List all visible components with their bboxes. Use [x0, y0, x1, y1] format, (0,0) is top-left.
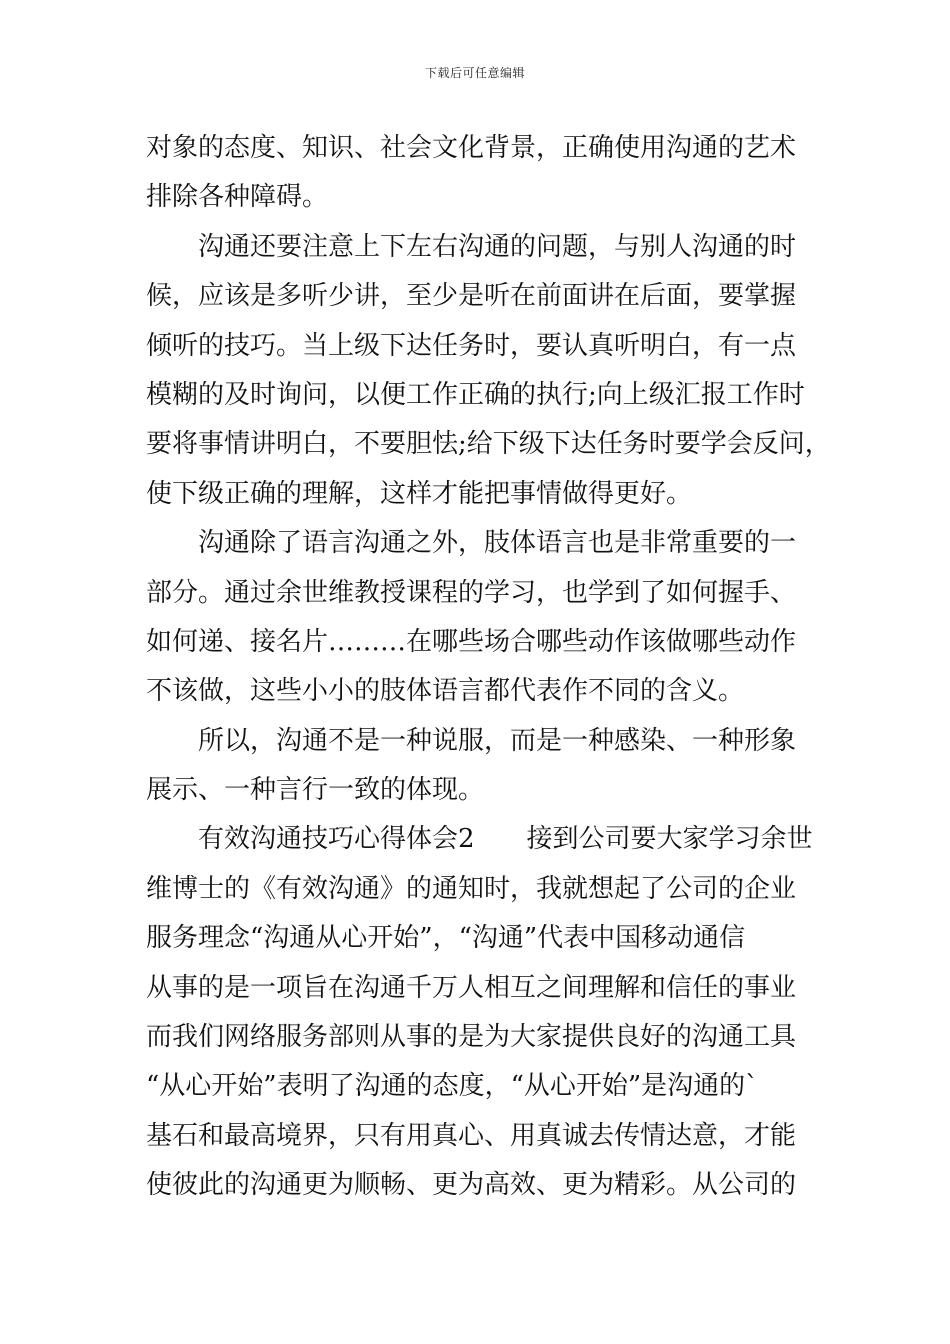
text-line: 展示、一种言行一致的体现。 — [146, 775, 485, 806]
text-line: 从事的是一项旨在沟通千万人相互之间理解和信任的事业 — [146, 972, 797, 1003]
text-line: 使彼此的沟通更为顺畅、更为高效、更为精彩。从公司的 — [146, 1170, 797, 1201]
section-title-line — [146, 815, 811, 864]
text-line: 沟通除了语言沟通之外，肢体语言也是非常重要的一 — [198, 528, 797, 559]
text-line: 使下级正确的理解，这样才能把事情做得更好。 — [146, 478, 693, 509]
document-body — [146, 124, 831, 1211]
section-title: 有效沟通技巧心得体会2 — [198, 824, 475, 855]
text-line: 基石和最高境界，只有用真心、用真诚去传情达意，才能 — [146, 1120, 797, 1151]
text-line: 所以，沟通不是一种说服，而是一种感染、一种形象 — [198, 725, 797, 756]
text-line: 沟通还要注意上下左右沟通的问题，与别人沟通的时 — [198, 231, 797, 262]
text-line: 服务理念“沟通从心开始”，“沟通”代表中国移动通信 — [146, 923, 746, 954]
text-line: 排除各种障碍。 — [146, 182, 329, 213]
text-line: 倾听的技巧。当上级下达任务时，要认真听明白，有一点 — [146, 330, 797, 361]
text-line: “从心开始”表明了沟通的态度，“从心开始”是沟通的` — [146, 1071, 759, 1102]
text-line: 如何递、接名片………在哪些场合哪些动作该做哪些动作 — [146, 626, 797, 657]
text-line: 要将事情讲明白，不要胆怯;给下级下达任务时要学会反问， — [146, 429, 831, 460]
section-first-text: 接到公司要大家学习余世 — [526, 824, 813, 855]
page-header: 下载后可任意编辑 — [424, 66, 525, 80]
text-line: 部分。通过余世维教授课程的学习，也学到了如何握手、 — [146, 577, 797, 608]
text-line: 候，应该是多听少讲，至少是听在前面讲在后面，要掌握 — [146, 281, 797, 312]
text-line: 对象的态度、知识、社会文化背景，正确使用沟通的艺术 — [146, 133, 797, 163]
text-line: 而我们网络服务部则从事的是为大家提供良好的沟通工具 — [146, 1022, 797, 1053]
text-line: 不该做，这些小小的肢体语言都代表作不同的含义。 — [146, 676, 745, 707]
text-line: 维博士的《有效沟通》的通知时，我就想起了公司的企业 — [146, 873, 797, 904]
text-line: 模糊的及时询问，以便工作正确的执行;向上级汇报工作时 — [146, 379, 805, 410]
